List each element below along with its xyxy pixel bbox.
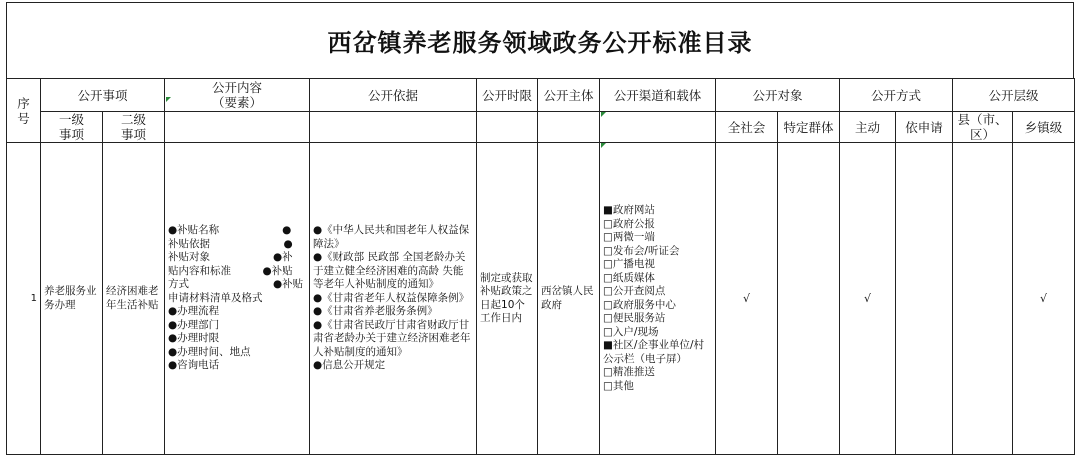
row-content <box>165 143 310 455</box>
header-row-1 <box>7 79 1075 112</box>
header-level-town: 乡镇级 <box>1013 112 1075 143</box>
list-item: ●《甘肃省老年人权益保障条例》 <box>313 291 470 304</box>
list-item: ●信息公开规定 <box>313 359 386 372</box>
page-title: 西岔镇养老服务领域政务公开标准目录 <box>327 28 753 57</box>
channel-list <box>603 204 712 393</box>
row-target-all: √ <box>716 143 778 455</box>
row-method-request <box>896 143 953 455</box>
row-matter-l1: 养老服务业务办理 <box>41 143 103 455</box>
header-empty-time <box>477 112 538 143</box>
header-subject: 公开主体 <box>538 79 600 112</box>
list-item: □纸质媒体 <box>603 271 655 284</box>
header-row-2 <box>7 112 1075 143</box>
list-item: 贴内容和标准 ●补贴 <box>168 264 293 277</box>
header-target-group: 特定群体 <box>778 112 840 143</box>
list-item: □政府公报 <box>603 217 655 230</box>
header-empty-subject <box>538 112 600 143</box>
row-channel <box>600 143 716 455</box>
comment-marker-icon <box>166 97 171 102</box>
row-serial: 1 <box>7 143 41 455</box>
row-subject: 西岔镇人民政府 <box>538 143 600 455</box>
list-item: ●《财政部 民政部 全国老龄办关于建立健全经济困难的高龄 失能等老年人补贴制度的通知》 <box>313 251 466 291</box>
list-item: □便民服务站 <box>603 312 666 324</box>
list-item: ●补贴名称 ● <box>168 224 292 237</box>
list-item: ●《甘肃省养老服务条例》 <box>313 305 438 318</box>
header-channel: 公开渠道和载体 <box>600 79 716 112</box>
comment-marker-icon <box>601 112 606 117</box>
list-item: 补贴对象 ●补 <box>168 251 293 264</box>
list-item: ●办理时限 <box>168 332 220 345</box>
row-level-town: √ <box>1013 143 1075 455</box>
header-content-line2: （要素） <box>212 95 263 110</box>
header-method-active: 主动 <box>840 112 896 143</box>
list-item: 申请材料清单及格式 <box>168 291 263 304</box>
list-item: ●办理时间、地点 <box>168 345 251 358</box>
list-item: ●办理部门 <box>168 318 220 331</box>
header-method-request: 依申请 <box>896 112 953 143</box>
header-empty-basis <box>310 112 477 143</box>
row-time-limit: 制定或获取补贴政策之日起10个工作日内 <box>477 143 538 455</box>
header-matter-l2: 二级事项 <box>103 112 165 143</box>
title-box <box>6 2 1074 78</box>
row-method-active: √ <box>840 143 896 455</box>
list-item: ■社区/企事业单位/村公示栏（电子屏） <box>603 339 705 365</box>
header-level: 公开层级 <box>953 79 1075 112</box>
list-item: ●咨询电话 <box>168 359 220 372</box>
list-item: □其他 <box>603 379 634 392</box>
header-content <box>165 79 310 112</box>
header-basis: 公开依据 <box>310 79 477 112</box>
list-item: ●《中华人民共和国老年人权益保障法》 <box>313 224 470 250</box>
list-item: ●办理流程 <box>168 305 220 318</box>
header-matter: 公开事项 <box>41 79 165 112</box>
list-item: □广播电视 <box>603 258 655 270</box>
comment-marker-icon <box>601 143 606 148</box>
row-basis <box>310 143 477 455</box>
basis-list <box>313 224 473 373</box>
row-level-county <box>953 143 1013 455</box>
content-list <box>168 224 306 373</box>
header-target-all: 全社会 <box>716 112 778 143</box>
header-empty-channel <box>600 112 716 143</box>
list-item: □公开查阅点 <box>603 285 666 297</box>
row-matter-l2: 经济困难老年生活补贴 <box>103 143 165 455</box>
list-item: □发布会/听证会 <box>603 244 680 257</box>
header-time-limit: 公开时限 <box>477 79 538 112</box>
header-target: 公开对象 <box>716 79 840 112</box>
list-item: □入户/现场 <box>603 325 659 338</box>
list-item: ■政府网站 <box>603 204 655 216</box>
list-item: 补贴依据 ● <box>168 237 293 250</box>
header-method: 公开方式 <box>840 79 953 112</box>
header-content-line1: 公开内容 <box>212 80 263 95</box>
list-item: □两微一端 <box>603 231 655 243</box>
header-matter-l1: 一级事项 <box>41 112 103 143</box>
catalog-table <box>6 78 1075 455</box>
list-item: □精准推送 <box>603 366 655 378</box>
header-empty-content <box>165 112 310 143</box>
table-row <box>7 143 1075 455</box>
list-item: 方式 ●补贴 <box>168 278 304 291</box>
header-level-county: 县（市、区） <box>953 112 1013 143</box>
row-target-group <box>778 143 840 455</box>
header-serial: 序号 <box>7 79 41 143</box>
list-item: ●《甘肃省民政厅甘肃省财政厅甘肃省老龄办关于建立经济困难老年人补贴制度的通知》 <box>313 318 471 358</box>
list-item: □政府服务中心 <box>603 298 676 311</box>
